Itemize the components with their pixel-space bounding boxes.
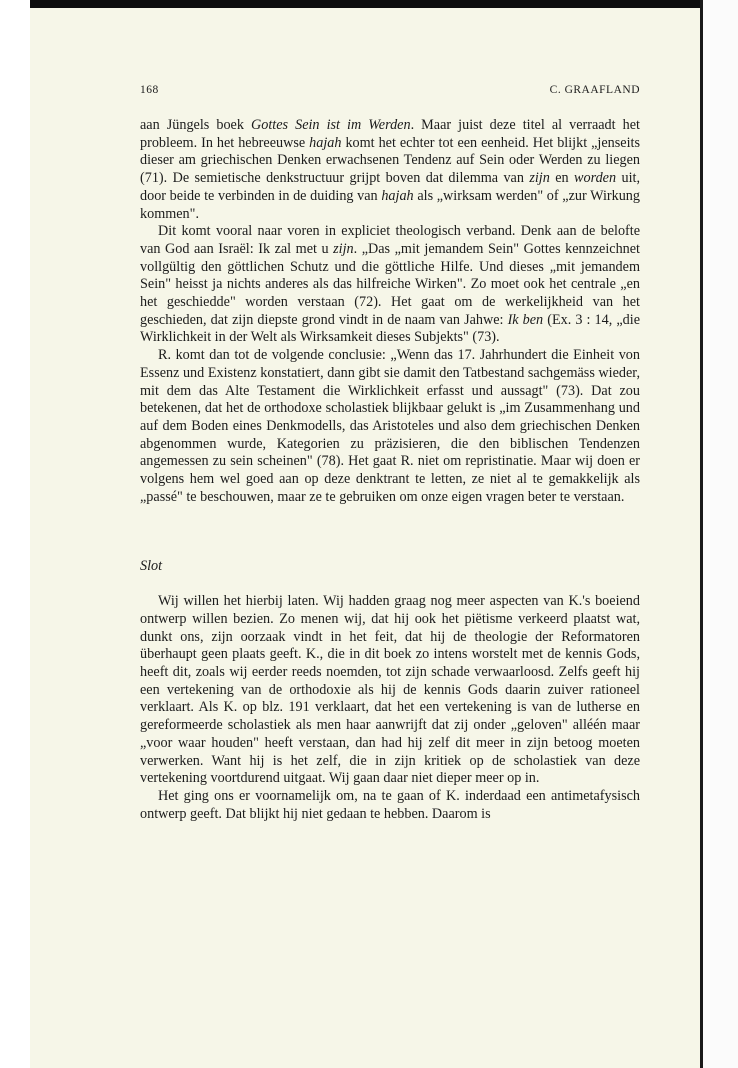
text-run: . Maar juist deze titel al verraadt het probleem. In het hebreeuwse: [140, 117, 640, 151]
page-number: 168: [140, 84, 159, 96]
text-run: R. komt dan tot de volgende conclusie: „Wenn das 17. Jahrhundert die Einheit von Essenz und Existenz konstatiert, dann gibt sie damit den Tatbestand sachgemäss wieder, mit dem das Alte Testament die Wirklichkeit erfasst und aussagt" (73). Dat zou betekenen, dat het de orthodoxe scholastiek blijkbaar gelukt is „im Zusammenhang und auf dem Boden eines Denkmodells, das Aristoteles und also dem griechischen Denken abgenommen wurde, Kategorien zu präzisieren, die den biblischen Tendenzen angemessen zu sein scheinen" (78). Het gaat R. niet om repristinatie. Maar wij doen er volgens hem wel goed aan op deze denktrant te letten, ze niet al te gemakkelijk als „passé" te beschouwen, maar ze te gebruiken om onze eigen vragen beter te verstaan.: [140, 347, 640, 505]
text-run: aan Jüngels boek: [140, 117, 251, 133]
scan-top-border: [30, 0, 738, 8]
scan-right-margin: [700, 0, 738, 1068]
italic-term: zijn: [529, 170, 550, 187]
text-run: Wij willen het hierbij laten. Wij hadden graag nog meer aspecten van K.'s boeiend ontwerp willen bezien. Zo menen wij, dat hij ook het piëtisme verkeerd plaatst wat, dunkt ons, zijn oorzaak vindt in het feit, dat hij de theologie der Reformatoren überhaupt geen plaats geeft. K., die in dit boek zo intens worstelt met de kennis Gods, heeft dit, zoals wij eerder reeds noemden, tot zijn schade verwaarloosd. Zelfs geeft hij een vertekening van de orthodoxie als hij de kennis Gods daarin zuiver rationeel verklaart. Als K. op blz. 191 verklaart, dat het een vertekening is van de lutherse en gereformeerde scholastiek als men haar aanwrijft dat zij onder „geloven" alléén maar „voor waar houden" heeft verstaan, dan had hij zelf dit meer in zijn betoog moeten verwerken. Want hij is het zelf, die in zijn kritiek op de scholastiek van deze vertekening voortdurend uitgaat. Wij gaan daar niet dieper meer op in.: [140, 593, 640, 787]
paragraph: [140, 117, 640, 223]
text-run: Dit komt vooral naar voren in expliciet theologisch verband. Denk aan de belofte van God aan Israël: Ik zal met u: [140, 223, 640, 257]
text-run: Het ging ons er voornamelijk om, na te gaan of K. inderdaad een antimetafysisch ontwerp geeft. Dat blijkt hij niet gedaan te hebben. Daarom is: [140, 787, 640, 822]
text-run: . „Das „mit jemandem Sein" Gottes kennzeichnet vollgültig den göttlichen Schutz und die göttliche Hilfe. Und dieses „mit jemandem Sein" heisst ja nichts anderes als das hilfreiche Wirken". Zo moet ook het centrale „en het geschiedde" worden verstaan (72). Het gaat om de werkelijkheid van het geschieden, dat zijn diepste grond vindt in de naam van Jahwe:: [140, 240, 640, 328]
text-run: komt het echter tot een eenheid. Het blijkt „jenseits dieser am griechischen Denken erwachsenen Tendenz auf Sein oder Werden zu liegen (71). De semietische denkstructuur grijpt boven dat dilemma van: [140, 134, 640, 187]
text-run: uit, door beide te verbinden in de duiding van: [140, 170, 640, 204]
italic-term: Ik ben: [507, 311, 544, 328]
italic-term: zijn: [333, 240, 354, 257]
paragraph: [140, 593, 640, 788]
running-title: C. GRAAFLAND: [549, 84, 640, 96]
running-header: [140, 82, 640, 101]
text-run: als „wirksam werden" of „zur Wirkung kommen".: [140, 187, 640, 222]
text-run: en: [549, 170, 575, 187]
italic-term: Gottes Sein ist im Werden: [251, 117, 411, 133]
italic-term: hajah: [309, 134, 342, 151]
section-heading: Slot: [140, 558, 163, 575]
page-text: [140, 82, 640, 823]
italic-term: worden: [574, 170, 617, 187]
paragraph: [140, 788, 640, 823]
scan-right-border: [700, 0, 703, 1068]
paragraph: [140, 347, 640, 506]
paragraph: [140, 223, 640, 347]
italic-term: hajah: [381, 187, 414, 204]
text-run: (Ex. 3 : 14, „die Wirklichkeit in der Welt als Wirksamkeit dieses Subjekts" (73).: [140, 311, 640, 346]
